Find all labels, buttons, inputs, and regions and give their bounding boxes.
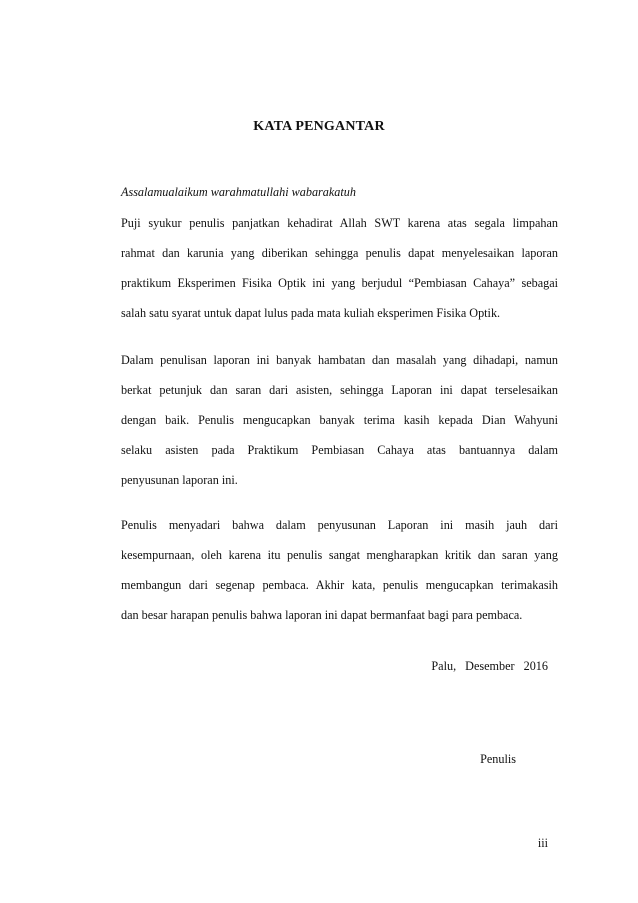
paragraph-line: salah satu syarat untuk dapat lulus pada mata kuliah eksperimen Fisika Optik.	[121, 306, 501, 320]
paragraph-line: Dalam penulisan laporan ini banyak hambatan dan masalah yang dihadapi, namun	[121, 353, 558, 367]
greeting-text: Assalamualaikum warahmatullahi wabarakatuh	[121, 185, 356, 199]
paragraph-3	[121, 517, 558, 637]
paragraph-line: Penulis menyadari bahwa dalam penyusunan Laporan ini masih jauh dari	[121, 518, 558, 532]
paragraph-line: membangun dari segenap pembaca. Akhir kata, penulis mengucapkan terimakasih	[121, 578, 558, 592]
paragraph-line: dengan baik. Penulis mengucapkan banyak terima kasih kepada Dian Wahyuni	[121, 413, 558, 427]
paragraph-line: Puji syukur penulis panjatkan kehadirat Allah SWT karena atas segala limpahan	[121, 216, 558, 230]
page-title: KATA PENGANTAR	[253, 119, 385, 134]
paragraph-line: kesempurnaan, oleh karena itu penulis sangat mengharapkan kritik dan saran yang	[121, 548, 558, 562]
author-signature-label: Penulis	[480, 752, 516, 766]
place-date: Palu, Desember 2016	[431, 659, 548, 673]
paragraph-line: penyusunan laporan ini.	[121, 473, 238, 487]
paragraph-line: berkat petunjuk dan saran dari asisten, sehingga Laporan ini dapat terselesaikan	[121, 383, 558, 397]
paragraph-line: rahmat dan karunia yang diberikan sehingga penulis dapat menyelesaikan laporan	[121, 246, 558, 260]
paragraph-line: selaku asisten pada Praktikum Pembiasan Cahaya atas bantuannya dalam	[121, 443, 558, 457]
paragraph-1	[121, 215, 558, 335]
paragraph-line: praktikum Eksperimen Fisika Optik ini yang berjudul “Pembiasan Cahaya” sebagai	[121, 276, 558, 290]
page-number: iii	[537, 836, 548, 850]
paragraph-2	[121, 352, 558, 502]
paragraph-line: dan besar harapan penulis bahwa laporan ini dapat bermanfaat bagi para pembaca.	[121, 608, 523, 622]
